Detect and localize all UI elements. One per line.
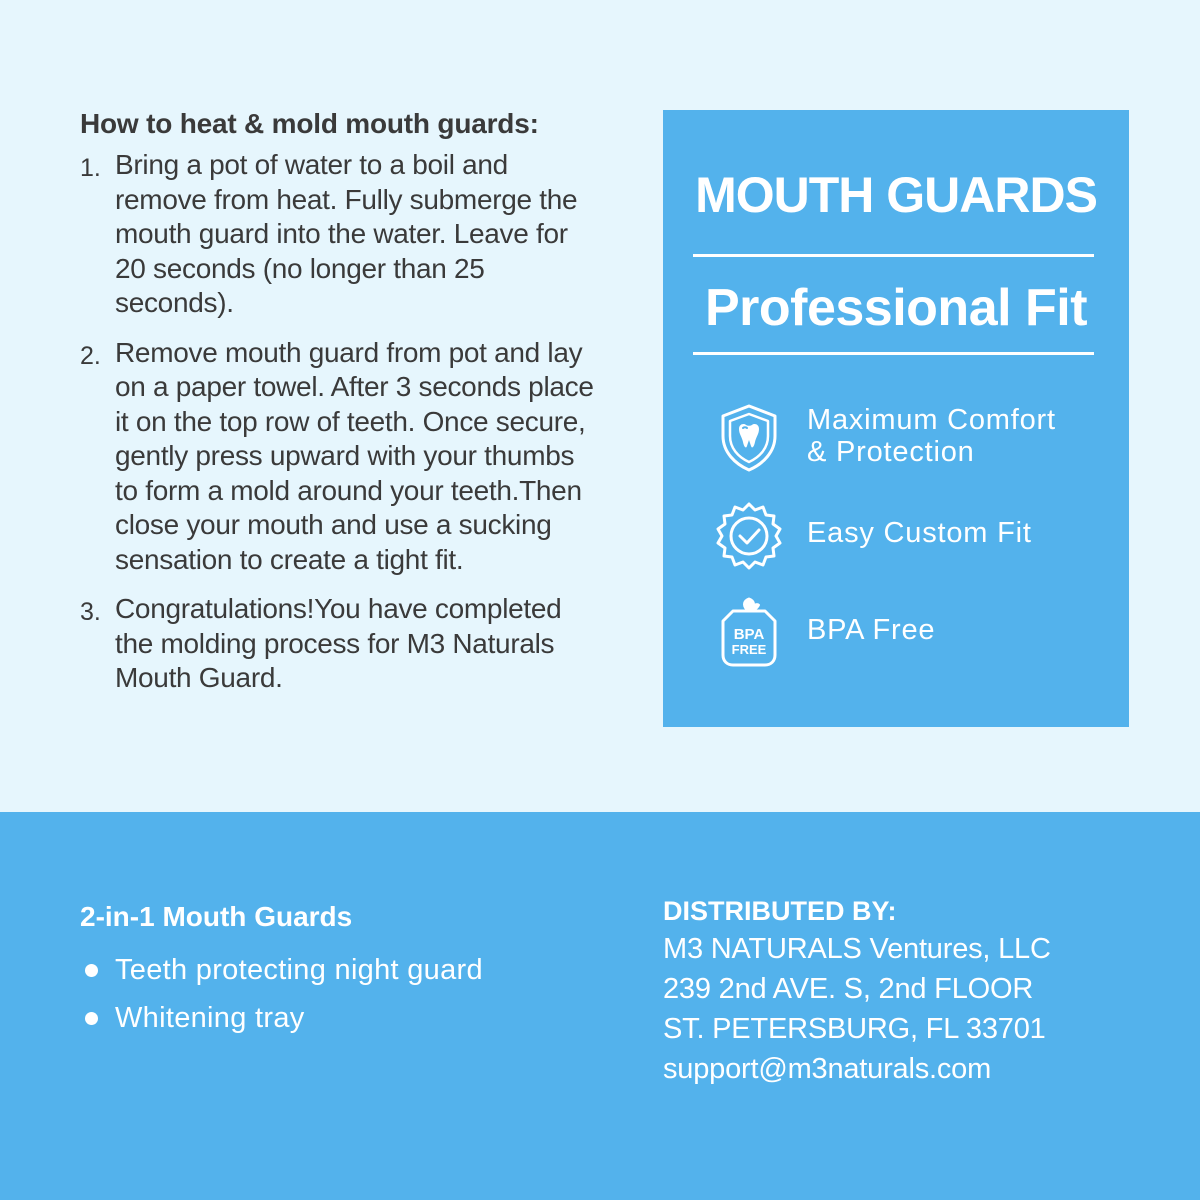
step-item bbox=[80, 148, 620, 321]
gear-check-icon bbox=[713, 501, 785, 573]
bullet-item bbox=[80, 1000, 483, 1036]
bullet-item bbox=[80, 952, 483, 988]
step-number: 2. bbox=[80, 341, 101, 370]
distributor-company: M3 NATURALS Ventures, LLC bbox=[663, 933, 1051, 965]
divider-top bbox=[693, 254, 1094, 257]
steps-list bbox=[80, 148, 620, 696]
bullet-text: Teeth protecting night guard bbox=[115, 954, 483, 986]
step-item bbox=[80, 592, 620, 696]
feature-label: BPA Free bbox=[807, 614, 936, 646]
product-summary bbox=[80, 900, 483, 1048]
distributor-city: ST. PETERSBURG, FL 33701 bbox=[663, 1013, 1046, 1045]
distributor-address: 239 2nd AVE. S, 2nd FLOOR bbox=[663, 973, 1034, 1005]
bullet-text: Whitening tray bbox=[115, 1002, 305, 1034]
feature-label-line2: & Protection bbox=[807, 436, 975, 468]
step-number: 1. bbox=[80, 154, 101, 182]
promo-title: MOUTH GUARDS bbox=[695, 167, 1097, 223]
bullet-dot-icon bbox=[85, 964, 98, 977]
feature-label-line1: Maximum Comfort bbox=[807, 404, 1056, 436]
bullet-dot-icon bbox=[85, 1012, 98, 1025]
instructions-panel bbox=[80, 106, 620, 711]
feature-bpa-free bbox=[663, 597, 1129, 669]
bpa-icon-text: BPA bbox=[733, 626, 765, 643]
step-text: Congratulations!You have completed the molding process for M3 Naturals Mouth Guard. bbox=[115, 593, 562, 693]
feature-custom-fit bbox=[663, 501, 1129, 573]
summary-heading: 2-in-1 Mouth Guards bbox=[80, 901, 353, 932]
free-icon-text: FREE bbox=[731, 642, 767, 657]
feature-label bbox=[807, 404, 1056, 468]
distributor-heading: DISTRIBUTED BY: bbox=[663, 896, 897, 926]
support-email-link[interactable]: support@m3naturals.com bbox=[663, 1053, 992, 1085]
divider-bottom bbox=[693, 352, 1094, 355]
bpa-free-icon bbox=[713, 597, 785, 669]
shield-tooth-icon bbox=[713, 402, 785, 474]
distributor-info bbox=[663, 893, 1051, 1089]
promo-subtitle: Professional Fit bbox=[704, 279, 1088, 337]
step-item bbox=[80, 336, 620, 578]
instructions-heading: How to heat & mold mouth guards: bbox=[80, 108, 539, 139]
step-number: 3. bbox=[80, 598, 101, 626]
step-text: Remove mouth guard from pot and lay on a paper towel. After 3 seconds place it on the top row of teeth. Once secure, gently press upward with your thumbs to form a mold around your teeth.Then close your mouth and use a sucking sensation to create a tight fit. bbox=[115, 336, 594, 575]
bullet-list bbox=[80, 952, 483, 1036]
promo-card bbox=[663, 110, 1129, 727]
feature-comfort bbox=[663, 402, 1129, 474]
feature-label: Easy Custom Fit bbox=[807, 517, 1032, 549]
step-text: Bring a pot of water to a boil and remove from heat. Fully submerge the mouth guard into the water. Leave for 20 seconds (no longer than 25 seconds). bbox=[115, 149, 578, 318]
